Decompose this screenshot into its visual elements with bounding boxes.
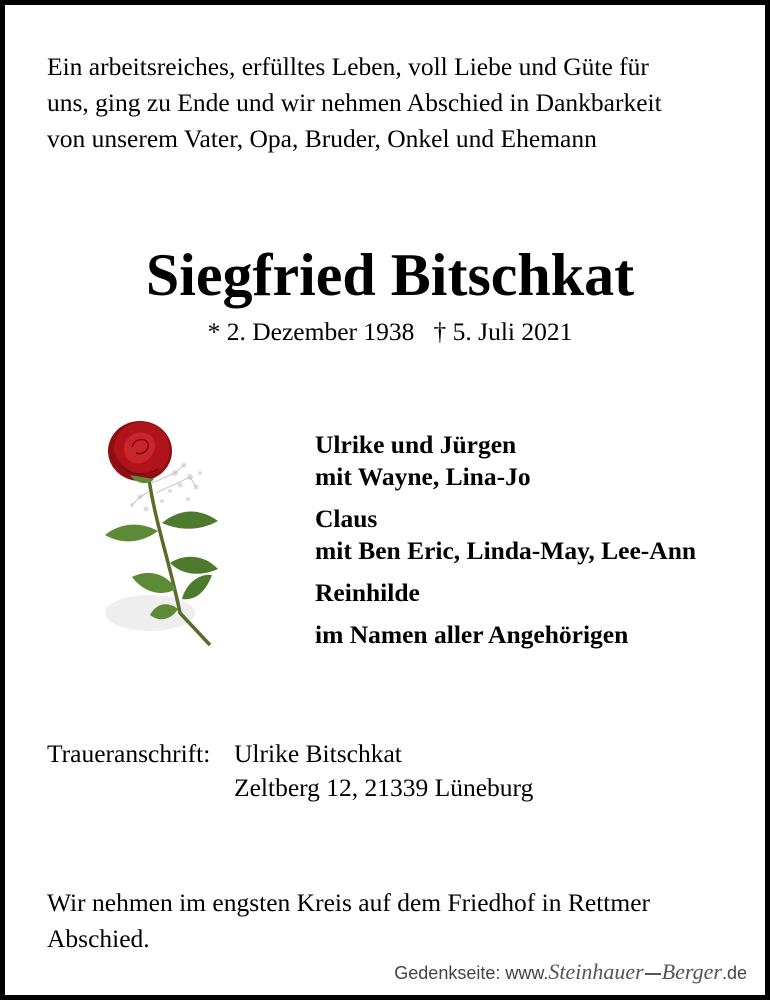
family-line: im Namen aller Angehörigen — [315, 620, 629, 649]
family-line: mit Ben Eric, Linda-May, Lee-Ann — [315, 536, 697, 565]
closing-line: Wir nehmen im engsten Kreis auf dem Friedhof in Rettmer — [47, 888, 651, 917]
footer-suffix: .de — [721, 963, 747, 983]
red-rose-icon — [100, 413, 240, 653]
intro-line: uns, ging zu Ende und wir nehmen Abschied in Dankbarkeit — [47, 88, 662, 117]
family-group — [315, 503, 755, 567]
family-line: Ulrike und Jürgen — [315, 430, 517, 459]
intro-text — [47, 49, 747, 157]
footer-prefix: Gedenkseite: www. — [394, 963, 549, 983]
family-group — [315, 429, 755, 493]
family-group — [315, 577, 755, 609]
memorial-page-link[interactable] — [394, 958, 747, 987]
brand-berger: Berger — [661, 959, 722, 984]
family-list — [315, 429, 755, 661]
family-group — [315, 619, 755, 651]
brand-steinhauer: Steinhauer — [548, 959, 644, 984]
family-line: Claus — [315, 504, 378, 533]
address-label: Traueranschrift: — [47, 739, 211, 768]
intro-line: von unserem Vater, Opa, Bruder, Onkel und Ehemann — [47, 124, 597, 153]
brand-dash — [645, 973, 661, 975]
closing-line: Abschied. — [47, 924, 150, 953]
address-street: Zeltberg 12, 21339 Lüneburg — [234, 773, 534, 802]
intro-line: Ein arbeitsreiches, erfülltes Leben, voll Liebe und Güte für — [47, 52, 649, 81]
life-dates: * 2. Dezember 1938 † 5. Juli 2021 — [207, 317, 573, 346]
family-line: Reinhilde — [315, 578, 420, 607]
deceased-name: Siegfried Bitschkat — [145, 242, 635, 308]
closing-text — [47, 885, 747, 957]
family-line: mit Wayne, Lina-Jo — [315, 462, 531, 491]
address-name: Ulrike Bitschkat — [234, 739, 402, 768]
